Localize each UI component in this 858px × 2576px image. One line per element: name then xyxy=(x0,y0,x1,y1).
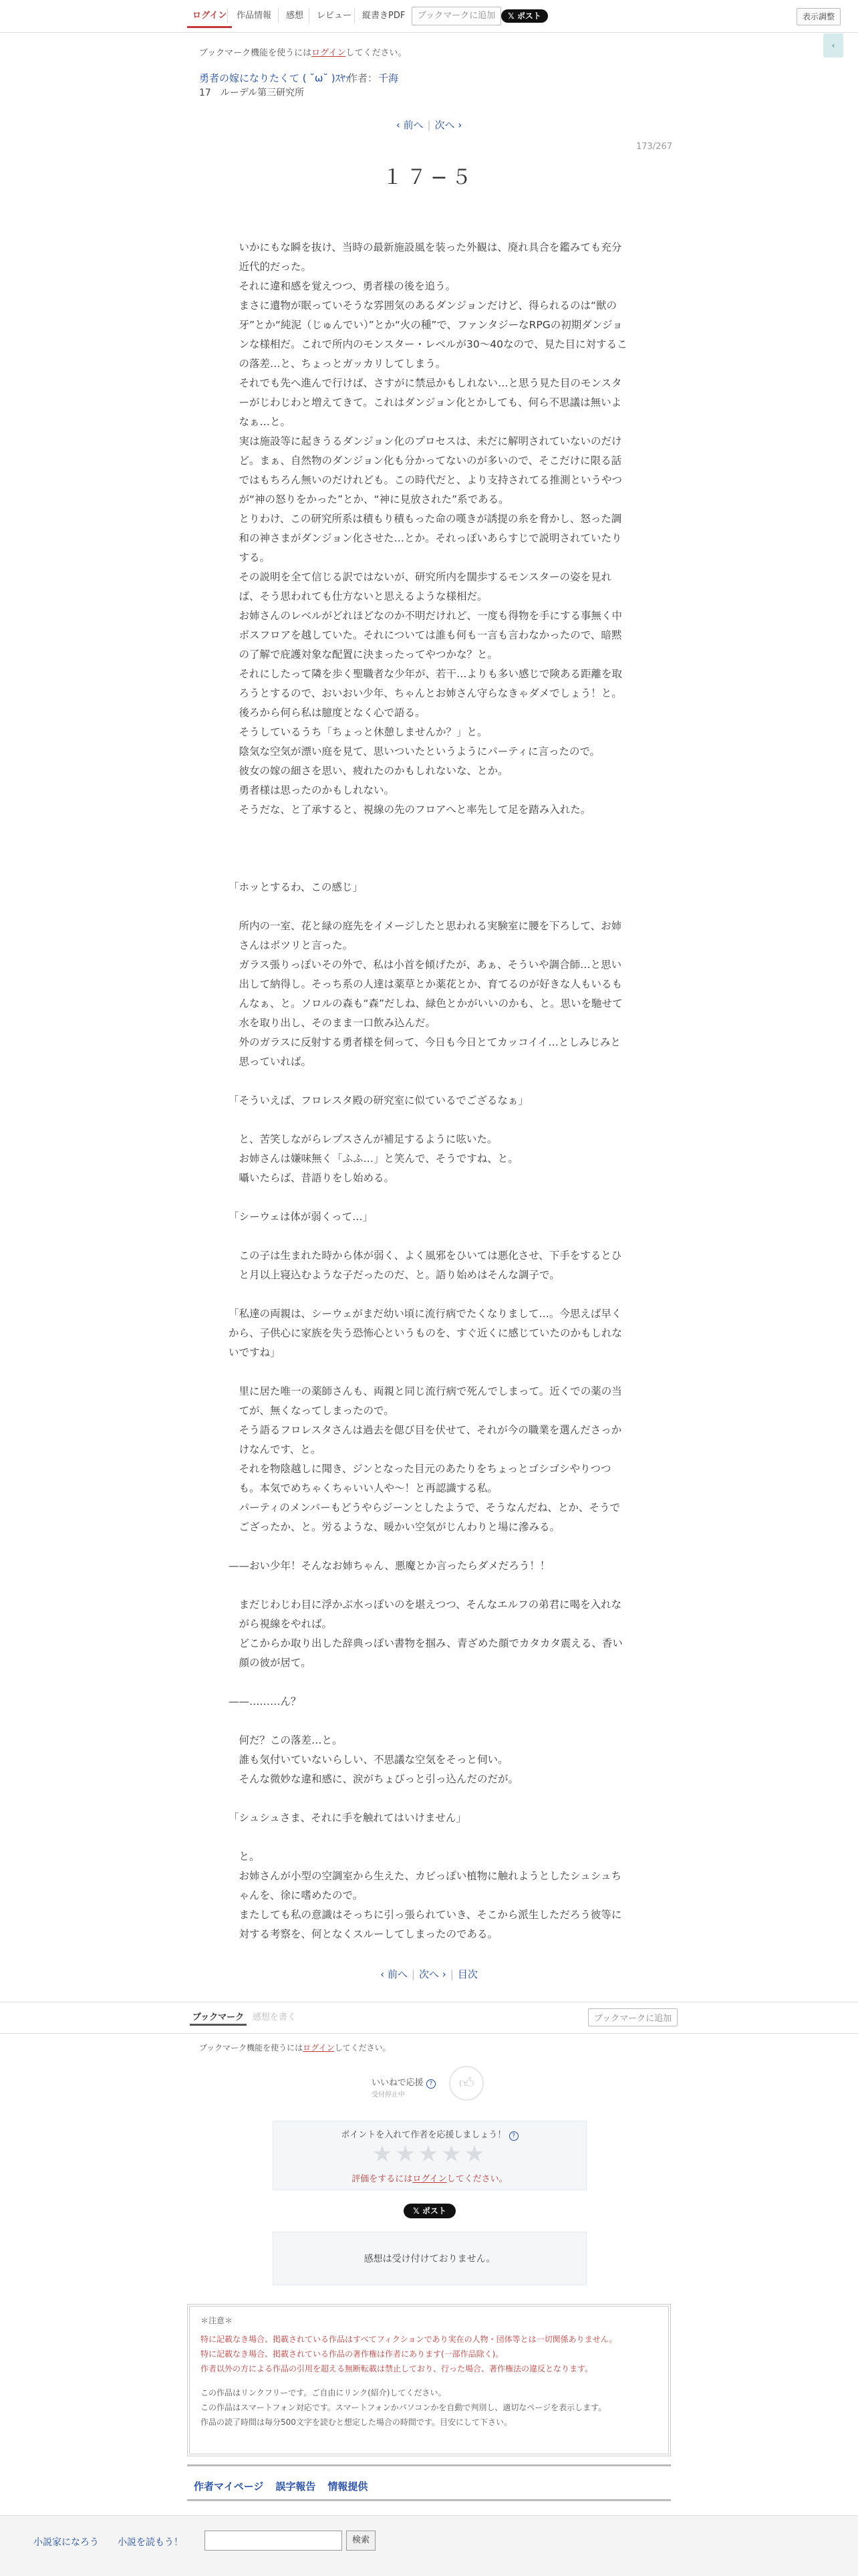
notice-login-link[interactable]: ログイン xyxy=(303,2043,335,2053)
blank-line xyxy=(229,1712,629,1731)
body-paragraph: 彼女の嫁の細さを思い、疲れたのかもしれないな、とか。 xyxy=(239,765,509,777)
body-paragraph: それに違和感を覚えつつ、勇者様の後を追う。 xyxy=(239,280,456,292)
blank-line xyxy=(229,1673,629,1692)
notice-text: してください。 xyxy=(334,2043,391,2053)
blank-line xyxy=(229,1188,629,1207)
body-paragraph: とりわけ、この研究所系は積もり積もった命の嘆きが誘提の糸を脅かし、怒った調和の神さまがダンジョン化させた…とか。それっぽいあらすじで説明されていたりする。 xyxy=(239,513,622,564)
next-link[interactable]: 次へ › xyxy=(418,1968,446,1980)
toc-link[interactable]: 目次 xyxy=(457,1968,478,1980)
blank-line xyxy=(229,1072,629,1091)
body-paragraph: お姉さんのレベルがどれほどなのか不明だけれど、一度も得物を手にする事無く中ボスフロアを越していた。それについては誰も何も一言も言わなかったので、暗黙の了解で庇護対象な配置に決まったってやつかな？と。 xyxy=(239,610,623,661)
blank-line xyxy=(229,1110,629,1130)
star-rating[interactable]: ★★★★★ xyxy=(372,2141,488,2168)
body-paragraph: まさに遺物が眠っていそうな雰囲気のあるダンジョンだけど、得られるのは“獣の牙”とか“純泥（じゅんでい）”とか“火の種”で、ファンタジーなRPGの初期ダンジョンな様相だ。これで所内のモンスター・レベルが30〜40なので、見た目に対するこの落差…と、ちょっとガッカリしてしまう。 xyxy=(239,300,627,370)
bookmark-add-button[interactable]: ブックマークに追加 xyxy=(412,7,501,25)
caution-line: 特に記載なき場合、掲載されている作品の著作権は作者にあります(一部作品除く)。 xyxy=(200,2349,504,2359)
bookmark-notice xyxy=(199,45,406,58)
body-paragraph: ——………ん？ xyxy=(229,1695,301,1708)
kansou-closed-text: 感想は受け付けておりません。 xyxy=(364,2254,496,2264)
author-label: 作者： xyxy=(347,72,378,84)
body-paragraph: そうしているうち「ちょっと休憩しませんか？」と。 xyxy=(239,726,488,738)
blank-line xyxy=(229,820,629,839)
works-info-link[interactable]: 作品情報 xyxy=(237,11,272,21)
body-paragraph: 「ホッとするわ、この感じ」 xyxy=(229,881,363,893)
notice-text: 評価をするには xyxy=(351,2174,413,2184)
rating-login-link[interactable]: ログイン xyxy=(412,2174,447,2184)
thumbs-up-icon: 👍︎ xyxy=(458,2075,474,2092)
body-paragraph: どこからか取り出した辞典っぽい書物を掴み、青ざめた顔でカタカタ震える、香い顔の彼が居て。 xyxy=(239,1637,623,1669)
author-link[interactable]: 千海 xyxy=(378,72,399,84)
body-paragraph: それでも先へ進んで行けば、さすがに禁忌かもしれない…と思う見た目のモンスターがじわじわと増えてきて。これはダンジョン化とかしても、何ら不思議は無いよなぁ…と。 xyxy=(239,377,622,428)
body-paragraph: そんな微妙な違和感に、涙がちょびっと引っ込んだのだが。 xyxy=(239,1773,519,1785)
body-paragraph: パーティのメンバーもどうやらジーンとしたようで、そうなんだね、とか、そうでござったか、と。労るような、暖かい空気がじんわりと場に滲みる。 xyxy=(239,1502,621,1533)
caution-line: 作者以外の方による作品の引用を超える無断転載は禁止しており、行った場合、著作権法の違反となります。 xyxy=(200,2364,593,2373)
body-paragraph: いかにもな瞬を抜け、当時の最新施設風を装った外観は、廃れ具合を鑑みても充分近代的だった。 xyxy=(239,241,622,273)
search-input[interactable] xyxy=(204,2531,342,2551)
caution-title: ＊注意＊ xyxy=(200,2316,233,2325)
body-paragraph: 「シーウェは体が弱くって…」 xyxy=(229,1211,374,1223)
rating-prompt-text: ポイントを入れて作者を応援しましょう！ xyxy=(341,2130,507,2140)
episode-counter: 173/267 xyxy=(635,142,672,152)
body-paragraph: まだじわじわ目に浮かぶ水っぽいのを堪えつつ、そんなエルフの弟君に喝を入れながら視線をやれば。 xyxy=(239,1599,622,1630)
login-link[interactable]: ログイン xyxy=(187,7,232,28)
pdf-link[interactable]: 縦書きPDF xyxy=(362,11,406,21)
review-link[interactable]: レビュー xyxy=(317,11,352,21)
body-paragraph: 里に居た唯一の薬師さんも、両親と同じ流行病で死んでしまって。近くでの薬の当てが、無くなってしまったので。 xyxy=(239,1385,622,1417)
iine-status: 受付停止中 xyxy=(372,2091,405,2099)
novelist-link[interactable]: 小説家になろう xyxy=(33,2537,99,2548)
body-paragraph: 所内の一室、花と緑の庭先をイメージしたと思われる実験室に腰を下ろして、お姉さんはポツリと言った。 xyxy=(239,920,622,951)
divider xyxy=(187,2499,671,2501)
notice-login-link[interactable]: ログイン xyxy=(311,48,346,58)
body-paragraph: お姉さんが小型の空調室から生えた、カビっぽい植物に触れようとしたシュシュちゃんを、徐に嗜めたので。 xyxy=(239,1870,622,1901)
blank-line xyxy=(229,1285,629,1304)
iine-label xyxy=(372,2075,436,2089)
novel-title-link[interactable]: 勇者の嫁になりたくて ( ˘ω˘ )ｽﾔｧ xyxy=(199,72,351,84)
yomou-link[interactable]: 小説を読もう！ xyxy=(118,2537,183,2548)
body-paragraph: それを物陰越しに聞き、ジンとなった目元のあたりをちょっとゴシゴシやりつつも。本気でめちゃくちゃいい人や〜！と再認識する私。 xyxy=(239,1463,611,1494)
body-paragraph: その説明を全て信じる訳ではないが、研究所内を闊歩するモンスターの姿を見れば、そう思われても仕方ないと思えるような様相だ。 xyxy=(239,571,612,602)
display-settings-button[interactable]: 表示調整 xyxy=(797,8,841,25)
x-post-button[interactable]: 𝕏 ポスト xyxy=(404,2204,456,2218)
prev-link[interactable]: ‹ 前へ xyxy=(396,119,424,131)
blank-line xyxy=(229,1789,629,1808)
chapter-title xyxy=(199,86,304,99)
caution-line: この作品はスマートフォン対応です。スマートフォンかパソコンかを自動で判別し、適切なページを表示します。 xyxy=(200,2403,607,2412)
body-paragraph: 誰も気付いていないらしい、不思議な空気をそっと伺い。 xyxy=(239,1754,509,1766)
pager-bottom: ‹ 前へ | 次へ › | 目次 xyxy=(380,1968,478,1980)
body-paragraph: 実は施設等に起きうるダンジョン化のプロセスは、未だに解明されていないのだけど。まぁ、自然物のダンジョン化も分かってないのが多いので、そこだけに限る話ではもちろん無いのだけれども。この時代だと、より支持されてる推測というやつが“神の怒りをかった”とか、“神に見放された”系である。 xyxy=(239,435,623,505)
notice-text: してください。 xyxy=(345,48,407,58)
blank-line xyxy=(229,1537,629,1556)
prev-link[interactable]: ‹ 前へ xyxy=(380,1968,408,1980)
iine-label-text: いいねで応援 xyxy=(372,2078,424,2088)
side-panel-toggle[interactable]: ‹ xyxy=(823,33,843,57)
rating-prompt xyxy=(273,2127,587,2141)
blank-line xyxy=(229,839,629,858)
body-paragraph: 囁いたらば、昔語りをし始める。 xyxy=(239,1172,395,1184)
kansou-link[interactable]: 感想 xyxy=(286,11,304,21)
blank-line xyxy=(229,1363,629,1382)
body-paragraph: ——おい少年！そんなお姉ちゃん、悪魔とか言ったらダメだろう！！ xyxy=(229,1560,551,1572)
x-post-button[interactable]: 𝕏 ポスト xyxy=(501,9,548,23)
caution-line: 特に記載なき場合、掲載されている作品はすべてフィクションであり実在の人物・団体等とは一切関係ありません。 xyxy=(200,2335,617,2344)
caution-line: 作品の読了時間は毎分500文字を読むと想定した場合の時間です。目安にして下さい。 xyxy=(200,2418,512,2427)
search-button[interactable]: 検索 xyxy=(346,2531,376,2551)
divider xyxy=(227,8,228,23)
info-report-link[interactable]: 情報提供 xyxy=(327,2480,368,2492)
blank-line xyxy=(229,858,629,878)
body-paragraph: 勇者様は思ったのかもしれない。 xyxy=(239,784,395,796)
body-paragraph: そう語るフロレスタさんは過去を偲び目を伏せて、それが今の職業を選んださっかけなんです、と。 xyxy=(239,1424,622,1455)
novel-body xyxy=(229,238,629,1944)
episode-title: １７−５ xyxy=(382,166,476,189)
body-paragraph: 「私達の両親は、シーウェがまだ幼い頃に流行病でたくなりまして…。今思えば早くから、子供心に家族を失う恐怖心というものを、すぐ近くに感じていたのかもしれないですね」 xyxy=(229,1308,623,1359)
divider xyxy=(354,8,355,23)
body-paragraph: と。 xyxy=(239,1851,260,1863)
notice-text: ブックマーク機能を使うには xyxy=(199,48,312,58)
help-icon[interactable]: ? xyxy=(426,2079,436,2089)
body-paragraph: そうだな、と了承すると、視線の先のフロアへと率先して足を踏み入れた。 xyxy=(239,804,591,816)
body-paragraph: 「そういえば、フロレスタ殿の研究室に似ているでござるなぁ」 xyxy=(229,1094,529,1106)
chapter-name: ルーデル第三研究所 xyxy=(220,88,305,98)
body-paragraph: 何だ？この落差…と。 xyxy=(239,1734,343,1746)
body-paragraph: 陰気な空気が漂い庭を見て、思いついたというようにパーティに言ったので。 xyxy=(239,745,601,757)
chapter-number: 17 xyxy=(199,88,211,98)
notice-text: してください。 xyxy=(446,2174,508,2184)
body-paragraph: またしても私の意識はそっちに引っ張られていき、そこから派生しただろう彼等に対する考察を、何となくスルーしてしまったのである。 xyxy=(239,1909,622,1940)
bookmark-notice xyxy=(199,2042,391,2053)
blank-line xyxy=(229,1576,629,1595)
pager-top: ‹ 前へ | 次へ › xyxy=(396,119,462,131)
divider xyxy=(187,2464,671,2466)
notice-text: ブックマーク機能を使うには xyxy=(199,2043,303,2053)
blank-line xyxy=(229,897,629,917)
iine-button[interactable] xyxy=(449,2066,484,2101)
blank-line xyxy=(229,1227,629,1246)
bookmark-bar xyxy=(0,2002,858,2034)
divider xyxy=(278,8,279,23)
body-paragraph: この子は生まれた時から体が弱く、よく風邪をひいては悪化させ、下手をするとひと月以上寝込むような子だったのだ、と。語り始めはそんな調子で。 xyxy=(239,1250,622,1281)
body-paragraph: お姉さんは嫌味無く「ふふ…」と笑んで、そうですね、と。 xyxy=(239,1153,519,1165)
typo-report-link[interactable]: 誤字報告 xyxy=(275,2480,316,2492)
author-mypage-link[interactable]: 作者マイページ xyxy=(194,2480,264,2492)
next-link[interactable]: 次へ › xyxy=(434,119,462,131)
tab-bookmark[interactable]: ブックマーク xyxy=(190,2008,247,2026)
rating-login-notice xyxy=(273,2172,587,2184)
body-paragraph: と、苦笑しながらレプスさんが補足するように呟いた。 xyxy=(239,1133,498,1145)
help-icon[interactable]: ? xyxy=(509,2131,519,2141)
caution-box xyxy=(187,2304,671,2456)
body-paragraph: 外のガラスに反射する勇者様を伺って、今日も今日とてカッコイイ…としみじみと思っていれば。 xyxy=(239,1036,621,1068)
caution-line: この作品はリンクフリーです。ご自由にリンク(紹介)してください。 xyxy=(200,2388,446,2397)
body-paragraph: ガラス張りっぽいその外で、私は小首を傾げたが、あぁ、そういや調合師…と思い出して納得し。そっち系の人達は薬草とか薬花とか、育てるのが好きな人もいるもんなぁ、と。ソロルの森も“森”だしね、緑色とかがいいのかも、と。思いを馳せて水を取り出し、そのまま一口飲み込んだ。 xyxy=(239,959,623,1029)
blank-line xyxy=(229,1828,629,1847)
body-paragraph: それにしたって隣を歩く聖職者な少年が、若干…よりも多い感じで険ある距離を取ろうとするので、おいおい少年、ちゃんとお姉さん守らなきゃダメでしょう！と。後ろから何ら私は臆度となく心で語る。 xyxy=(239,668,623,719)
body-paragraph: 「シュシュさま、それに手を触れてはいけません」 xyxy=(229,1812,466,1824)
tab-write-kansou[interactable]: 感想を書く xyxy=(253,2012,297,2022)
bookmark-add-button[interactable]: ブックマークに追加 xyxy=(588,2008,678,2026)
footer-links xyxy=(194,2479,380,2493)
